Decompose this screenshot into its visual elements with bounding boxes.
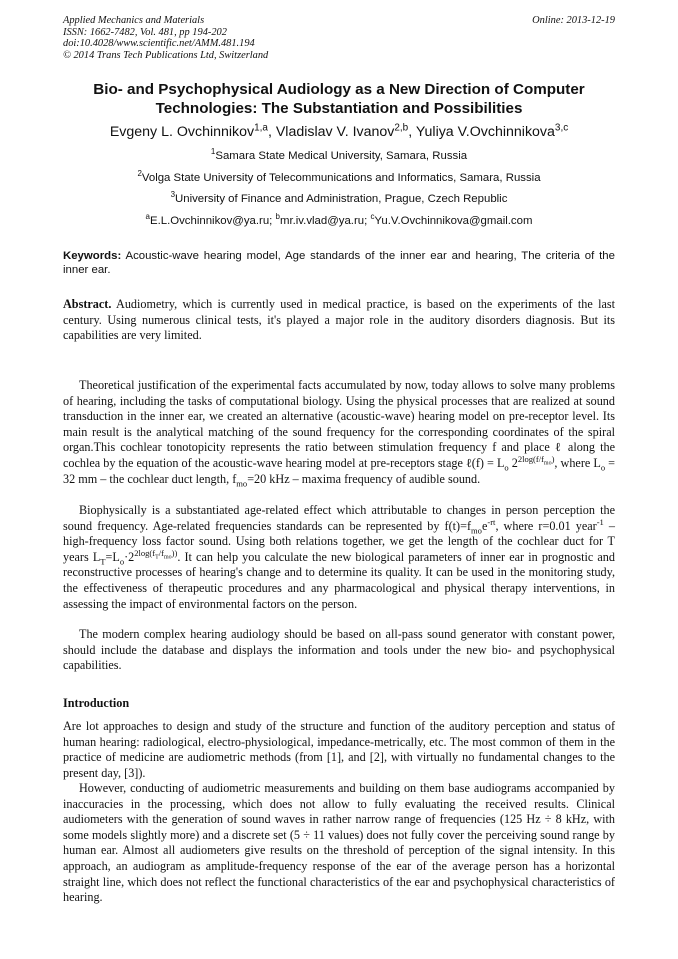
copyright-line: © 2014 Trans Tech Publications Ltd, Switzerland [63, 49, 269, 61]
journal-header [63, 15, 268, 61]
issn-line: ISSN: 1662-7482, Vol. 481, pp 194-202 [63, 26, 227, 38]
body-paragraph-1: Theoretical justification of the experimental facts accumulated by now, today allows to solve many problems of hearing, including the tasks of computational biology. Using the physical processes that are realized at sound transduction in the inner ear, we created an alternative (acoustic-wave) hearing model on pre-receptor level. Its main result is the analytical matching of the sound frequency for the corresponding coordinates of the spiral organ.This cochlear tonotopicity represents the ratio between stimulation frequency f and place ℓ along the cochlea by the equation of the acoustic-wave hearing model at pre-receptors stage ℓ(f) = $L_o$ $2^{2log(f/f_{mo})}$, where $L_o = 32$ mm – the cochlear duct length, $f_{mo}=20$ kHz – maxima frequency of audible sound. [63, 378, 616, 488]
intro-paragraph-2: However, conducting of audiometric measurements and building on them base audiograms accompanied by inaccuracies in the processing, which does not allow to fully evaluating the received results. Clinical audiometers with the generation of sound waves in rather narrow range of frequencies (125 Hz ÷ 8 kHz, with some models slightly more) and a discrete set (5 ÷ 11 values) does not fully cover the perceiving sound range by human ear. Almost all audiometers give results on the threshold of perception of the signal intensity. In this approach, an audiogram as amplitude-frequency response of the ear of the average person has a horizontal straight line, which does not reflect the functional characteristics of the ear and psychophysical characteristics of hearing. [63, 781, 615, 905]
paper-title [63, 80, 615, 118]
author-affiliation-mark: 1,a [254, 122, 268, 134]
keywords-text: Acoustic-wave hearing model, Age standards of the inner ear and hearing, The criteria of the inner ear. [63, 250, 615, 276]
author-name: Evgeny L. Ovchinnikov [109, 124, 255, 140]
email-link[interactable]: E.L.Ovchinnikov@ya.ru; [149, 215, 276, 227]
doi-line: doi:10.4028/www.scientific.net/AMM.481.194 [63, 38, 255, 49]
author-affiliation-mark: 2,b [394, 122, 409, 134]
author-name: Vladislav V. Ivanov [275, 124, 395, 140]
body-paragraph-3: The modern complex hearing audiology should be based on all-pass sound generator with constant power, should include the database and displays the information and tools under the new bio- and psychophysical capabilities. [63, 627, 615, 673]
abstract-label: Abstract. [63, 297, 112, 311]
affiliation-1: $^1$Samara State Medical University, Samara, Russia [210, 147, 468, 162]
author-list: Evgeny L. Ovchinnikov$^{1,a}$, Vladislav V. Ivanov$^{2,b}$, Yuliya V.Ovchinnikova$^{3,c}$ [109, 122, 569, 140]
abstract-text: Audiometry, which is currently used in medical practice, is based on the experiments of the last century. Using numerous clinical tests, it's played a major role in the auditory disorders diagnosis. But its capabilities are very limited. [63, 297, 615, 343]
body-paragraph-2: Biophysically is a substantiated age-related effect which attributable to changes in person perception the sound frequency. Age-related frequencies standards can be represented by $f(t)=f_{mo}e^{-rt}$, where r=0.01 year$^{-1}$ – high-frequency loss factor sound. Using both relations together, we get the length of the cochlear duct for T years $L_T=L_o\cdot 2^{2log(f_T/f_{mo}))}$. It can help you calculate the new biological parameters of inner ear in prognostic and reconstructive processes of hearing's change and to determine its quality. It can be used in the monitoring study, the effectiveness of therapeutic procedures and any pharmacological and physical therapy interventions, in assessing the impact of environmental factors on the person. [63, 503, 615, 611]
email-link[interactable]: mr.iv.vlad@ya.ru; [279, 215, 371, 227]
intro-paragraph-1: Are lot approaches to design and study of the structure and function of the auditory perception and status of human hearing: radiological, electro-physiological, impedance-metrically, etc. The most common of them in the practice of medicine are audiometric methods (from [1], and [2], with virtually no fundamental changes to the present day, [3]). [63, 719, 615, 780]
title-line-2: Technologies: The Substantiation and Possibilities [155, 100, 523, 117]
affiliation-2: $^2$Volga State University of Telecommunications and Informatics, Samara, Russia [137, 169, 541, 184]
abstract [63, 297, 615, 344]
keywords [63, 249, 615, 277]
email-link[interactable]: Yu.V.Ovchinnikova@gmail.com [374, 215, 533, 227]
section-heading-introduction: Introduction [63, 696, 130, 710]
title-line-1: Bio- and Psychophysical Audiology as a New Direction of Computer [93, 81, 585, 98]
author-name: Yuliya V.Ovchinnikova [415, 124, 555, 140]
affiliation-3: $^3$University of Finance and Administration, Prague, Czech Republic [170, 190, 508, 205]
journal-name: Applied Mechanics and Materials [63, 15, 205, 26]
email-line: $^a$E.L.Ovchinnikov@ya.ru; $^b$mr.iv.vlad@ya.ru; $^c$Yu.V.Ovchinnikova@gmail.com [145, 212, 533, 227]
keywords-label: Keywords: [63, 250, 122, 262]
author-affiliation-mark: 3,c [554, 122, 569, 134]
online-date: Online: 2013-12-19 [532, 15, 615, 26]
